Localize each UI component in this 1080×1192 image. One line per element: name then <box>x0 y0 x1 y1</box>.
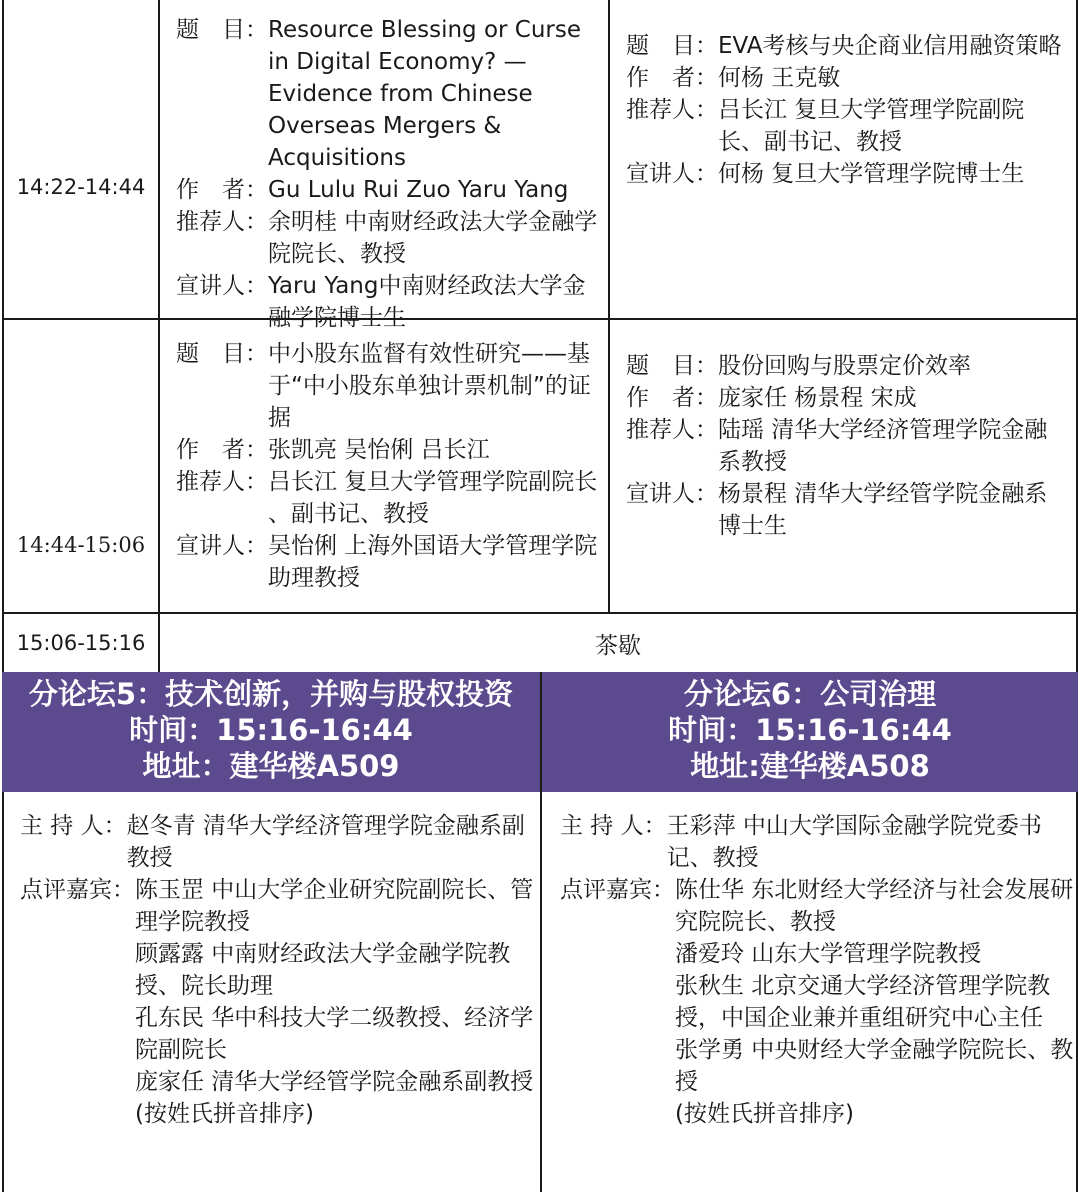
sort-note: (按姓氏拼音排序) <box>135 1101 314 1127</box>
forum6-title: 分论坛6：公司治理 <box>683 677 937 711</box>
recommender-label: 推荐人： <box>626 417 718 443</box>
forum6-time: 时间：15:16-16:44 <box>668 713 952 747</box>
forum5-banner <box>2 672 540 792</box>
session-b-left-paper <box>176 338 606 594</box>
paper-title: EVA考核与央企商业信用融资策略 <box>718 33 1062 59</box>
paper-title: Resource Blessing or Curse in Digital Economy? —Evidence from Chinese Overseas Mergers & Acquisitions <box>268 17 582 171</box>
paper-title: 中小股东监督有效性研究——基于“中小股东单独计票机制”的证据 <box>268 341 591 431</box>
host-label: 主 持 人： <box>20 813 127 839</box>
forum6-banner <box>542 672 1078 792</box>
title-label: 题 目： <box>176 341 268 367</box>
host-label: 主 持 人： <box>560 813 667 839</box>
lower-right-border <box>1076 792 1078 1192</box>
paper-presenter: Yaru Yang中南财经政法大学金融学院博士生 <box>268 273 586 331</box>
reviewer-item: 孔东民 华中科技大学二级教授、经济学院副院长 <box>135 1005 534 1063</box>
sort-note: (按姓氏拼音排序) <box>675 1101 854 1127</box>
recommender-label: 推荐人： <box>176 209 268 235</box>
lower-left-border <box>2 792 4 1192</box>
reviewer-item: 张学勇 中央财经大学金融学院院长、教授 <box>675 1037 1074 1095</box>
paper-recommender: 吕长江 复旦大学管理学院副院长 、副书记、教授 <box>268 469 598 527</box>
session-a-left-paper <box>176 14 602 334</box>
forum6-location: 地址:建华楼A508 <box>690 749 930 783</box>
paper-presenter: 吴怡俐 上海外国语大学管理学院助理教授 <box>268 533 598 591</box>
tea-break-label: 茶歇 <box>595 632 641 659</box>
title-label: 题 目： <box>176 17 268 43</box>
paper-recommender: 吕长江 复旦大学管理学院副院长、副书记、教授 <box>718 97 1025 155</box>
presenter-label: 宣讲人： <box>176 273 268 299</box>
forum5-info <box>20 810 538 1130</box>
reviewer-item: 陈玉罡 中山大学企业研究院副院长、管理学院教授 <box>135 877 534 935</box>
paper-recommender: 陆瑶 清华大学经济管理学院金融系教授 <box>718 417 1048 475</box>
table-time-divider <box>158 0 160 672</box>
reviewer-item: 张秋生 北京交通大学经济管理学院教授，中国企业兼并重组研究中心主任 <box>675 973 1051 1031</box>
break-time: 15:06-15:16 <box>16 631 146 655</box>
title-label: 题 目： <box>626 33 718 59</box>
forum5-location: 地址：建华楼A509 <box>142 749 400 783</box>
session-a-right-paper <box>626 30 1070 190</box>
title-label: 题 目： <box>626 353 718 379</box>
author-label: 作 者： <box>176 437 268 463</box>
session-a-time: 14:22-14:44 <box>16 175 146 199</box>
reviewer-label: 点评嘉宾： <box>20 877 135 903</box>
paper-title: 股份回购与股票定价效率 <box>718 353 971 379</box>
lower-column-divider <box>540 672 542 1192</box>
paper-authors: 何杨 王克敏 <box>718 65 841 91</box>
table-right-border <box>1076 0 1078 672</box>
paper-presenter: 何杨 复旦大学管理学院博士生 <box>718 161 1025 187</box>
paper-authors: Gu Lulu Rui Zuo Yaru Yang <box>268 177 569 203</box>
paper-authors: 张凯亮 吴怡俐 吕长江 <box>268 437 490 463</box>
reviewer-item: 潘爱玲 山东大学管理学院教授 <box>675 941 982 967</box>
reviewer-label: 点评嘉宾： <box>560 877 675 903</box>
author-label: 作 者： <box>626 385 718 411</box>
author-label: 作 者： <box>626 65 718 91</box>
presenter-label: 宣讲人： <box>176 533 268 559</box>
forum5-time: 时间：15:16-16:44 <box>129 713 413 747</box>
host-name: 赵冬青 清华大学经济管理学院金融系副教授 <box>126 813 525 871</box>
session-b-right-paper <box>626 350 1070 542</box>
paper-authors: 庞家任 杨景程 宋成 <box>718 385 917 411</box>
presenter-label: 宣讲人： <box>626 481 718 507</box>
reviewer-item: 顾露露 中南财经政法大学金融学院教授、院长助理 <box>135 941 511 999</box>
author-label: 作 者： <box>176 177 268 203</box>
reviewer-item: 庞家任 清华大学经管学院金融系副教授 <box>135 1069 534 1095</box>
forum6-info <box>560 810 1074 1130</box>
recommender-label: 推荐人： <box>176 469 268 495</box>
reviewer-item: 陈仕华 东北财经大学经济与社会发展研究院院长、教授 <box>675 877 1074 935</box>
presenter-label: 宣讲人： <box>626 161 718 187</box>
table-column-divider <box>608 0 610 614</box>
forum5-title: 分论坛5：技术创新，并购与股权投资 <box>28 677 514 711</box>
paper-presenter: 杨景程 清华大学经管学院金融系博士生 <box>718 481 1048 539</box>
recommender-label: 推荐人： <box>626 97 718 123</box>
paper-recommender: 余明桂 中南财经政法大学金融学院院长、教授 <box>268 209 598 267</box>
session-b-time: 14:44-15:06 <box>16 533 146 557</box>
host-name: 王彩萍 中山大学国际金融学院党委书记、教授 <box>666 813 1042 871</box>
